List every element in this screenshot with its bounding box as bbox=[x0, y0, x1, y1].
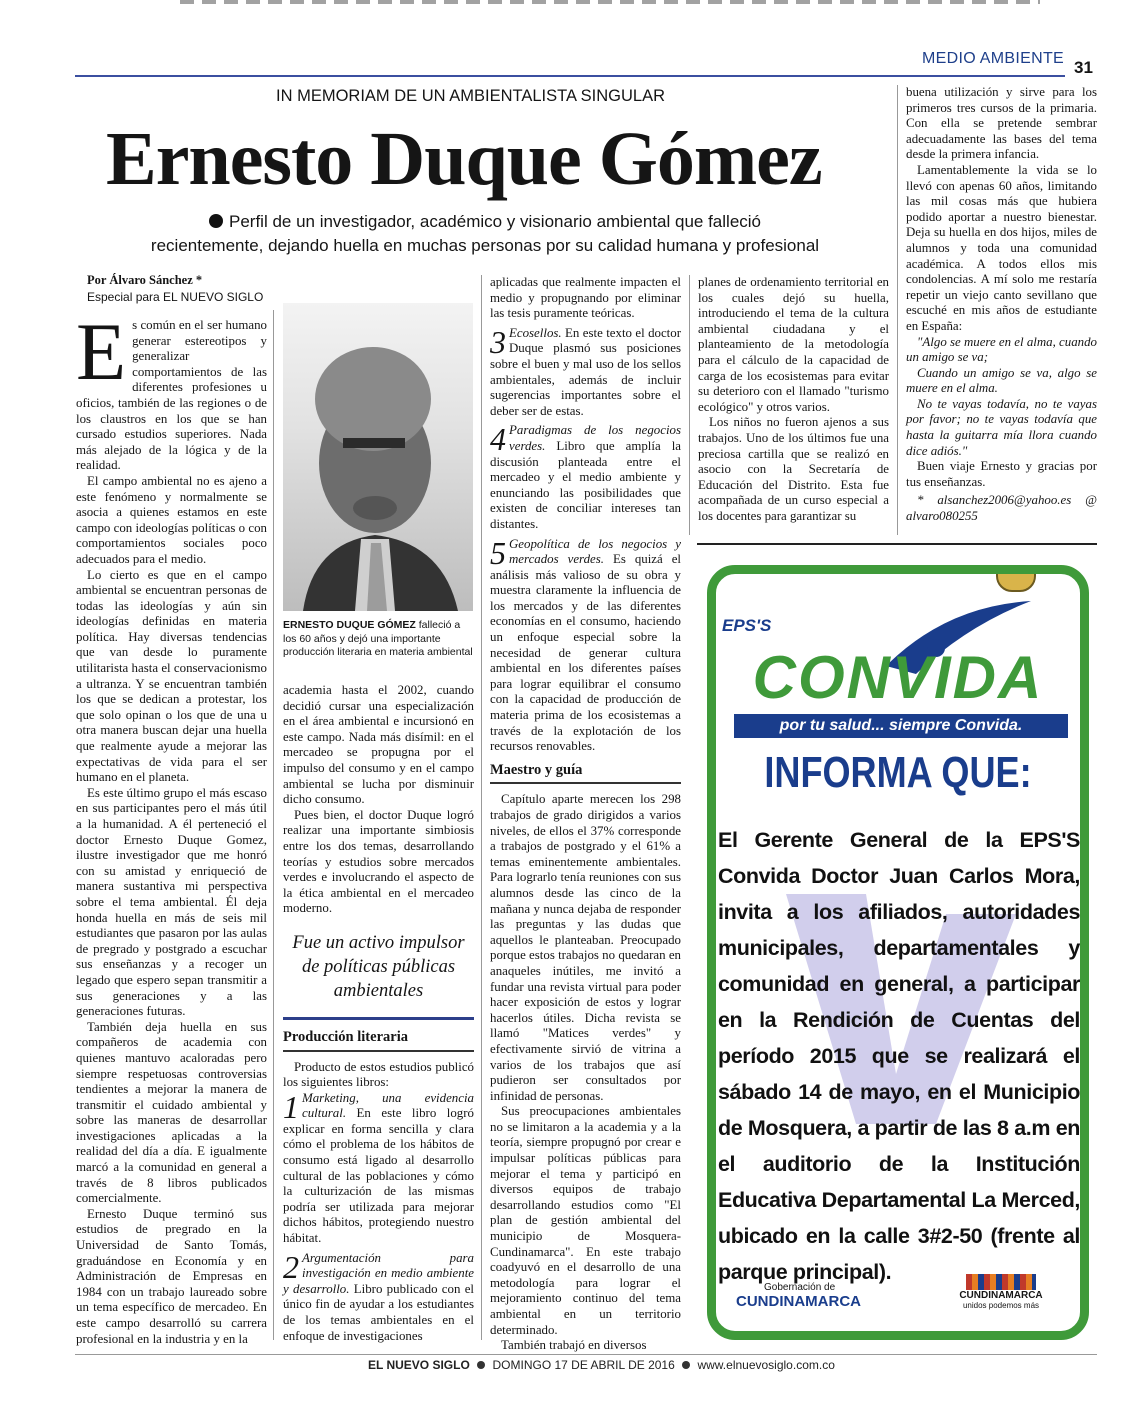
col4-paragraph-2: Los niños no fueron ajenos a sus trabajos. Uno de los últimos fue una preciosa cartilla que se realizó en asocio con la Secretaría de Educación del Distrito. Esta fue acompañada de un curso especial a los docentes para garantizar su bbox=[698, 415, 889, 523]
header-rule bbox=[75, 75, 1065, 77]
deck-line-2: recientemente, dejando huella en muchas personas por su calidad humana y profesional bbox=[150, 236, 820, 255]
column-rule-1 bbox=[273, 310, 274, 1340]
brand-logo: CONVIDA bbox=[752, 644, 1044, 711]
drop-cap: E bbox=[76, 306, 127, 397]
book-2: 2 Argumentación para investigación en medio ambiente y desarrollo. Libro publicado con el único fin de ayudar a los estudiantes de los temas ambientales en el enfoque de investigaciones bbox=[283, 1248, 474, 1343]
col1-paragraph-6: Ernesto Duque terminó sus estudios de pregrado en la Universidad de Santo Tomás, graduándose en Economía y en Administración de Empresas en 1984 con un trabajo laureado sobre un tema específico de mercadeo. En este campo desarrolló su carrera profesional en la industria y en la bbox=[76, 1206, 267, 1346]
col5-paragraph-3: Buen viaje Ernesto y gracias por tus enseñanzas. bbox=[906, 459, 1097, 489]
col1-paragraph-1: s común en el ser humano generar estereotipos y generalizar comportamientos de las diferentes profesiones u oficios, también de las regiones o de los claustros en los que se han cursado estudios superiores. Nada más alejado de la lógica y de la realidad. bbox=[76, 318, 267, 473]
col2-paragraph-1: academia hasta el 2002, cuando decidió cursar una especialización en el área ambiental e incursionó en este campo. Nada más disímil: en el mercadeo se propugna por el impulso del consumo y en el campo ambiental se lucha por disminuir dicho consumo. bbox=[283, 683, 474, 807]
col3-paragraph-3: También trabajó en diversos bbox=[501, 1338, 647, 1353]
headline: Ernesto Duque Gómez bbox=[106, 117, 822, 201]
pull-quote-rule bbox=[283, 1017, 474, 1020]
ad-body: El Gerente General de la EPS'S Convida Doctor Juan Carlos Mora, invita a los afiliados, autoridades municipales, departamentales y comunidad en general, a participar en la Rendición de Cuentas del período 2015 que se realizará el sábado 14 de mayo, en el Municipio de Mosquera, a partir de las 8 a.m en el auditorio de la Institución Educativa Departamental La Merced, ubicado en la calle 3#2-50 (frente al parque principal). bbox=[718, 828, 1080, 1284]
section-label: MEDIO AMBIENTE bbox=[922, 50, 1064, 67]
article-column-3 bbox=[490, 275, 681, 1354]
footer-paper: EL NUEVO SIGLO bbox=[368, 1358, 470, 1372]
subhead-produccion: Producción literaria bbox=[283, 1028, 408, 1045]
deck-line-1: Perfil de un investigador, académico y visionario ambiental que falleció bbox=[228, 212, 762, 231]
logo-mark bbox=[966, 1274, 1036, 1290]
footer bbox=[368, 1358, 835, 1372]
article-column-4 bbox=[698, 275, 889, 525]
col1-paragraph-2: El campo ambiental no es ajeno a este fenómeno y normalmente se asocia a quienes estamos en este campo con ideologías políticas o con comportamientos sociales poco adecuados para el medio. bbox=[76, 473, 267, 566]
cundinamarca-logo: CUNDINAMARCA unidos podemos más bbox=[946, 1274, 1056, 1310]
subhead-maestro: Maestro y guía bbox=[490, 761, 583, 778]
column-rule-3 bbox=[689, 275, 690, 535]
ad-top-rule bbox=[697, 543, 1097, 545]
col5-paragraph-2: Lamentablemente la vida se lo llevó con apenas 60 años, limitando las mil cosas más que hubiera podido aportar a nuestro bienestar. Deja su huella en dos hijos, miles de alumnos y toda una comunidad académica. A todos ellos mis condolencias. A mí solo me restaría repetir un viejo canto sevillano que escuché en mis años de estudiante en España: bbox=[906, 162, 1097, 333]
gobernacion-logo: Gobernación de CUNDINAMARCA bbox=[736, 1282, 861, 1310]
book-1: 1 Marketing, una evidencia cultural. En este libro logró explicar en forma sencilla y clara cómo el problema de los hábitos de consumo está ligado al desarrollo cultural de las poblaciones y cómo la culturización de las mismas podría ser utilizada para mejorar dichos hábitos, protegiendo nuestro hábitat. bbox=[283, 1088, 474, 1246]
footer-date: DOMINGO 17 DE ABRIL DE 2016 bbox=[492, 1358, 675, 1372]
col4-paragraph-1: planes de ordenamiento territorial en los cuales dejó su huella, introduciendo el tema de la cultura ambiental ciudadana y el planteamiento de la metodología para el cálculo de la capacidad de carga de los ecosistemas para evitar su deterioro con el llamado "turismo ecológico" y otros varios. bbox=[698, 275, 889, 414]
footer-bullet-icon bbox=[477, 1361, 485, 1369]
col1-paragraph-3: Lo cierto es que en el campo ambiental se encuentran personas de todas las ideologías y aún sin ideologías definidas en materia política. Hay diversas tendencias que van desde lo puramente utilitarista hasta el conservacionismo a ultranza. Y se encuentran también los que se dedican a protestar, los que solo opinan o los que de una u otra manera buscan dejar una huella que realmente ayude a mejorar las expectativas de vida para el ser humano en el planeta. bbox=[76, 567, 267, 785]
pull-quote: Fue un activo impulsor de políticas públicas ambientales bbox=[292, 932, 465, 1001]
subhead-rule-2 bbox=[490, 782, 681, 784]
convida-ad bbox=[707, 565, 1089, 1340]
informa-heading: INFORMA QUE: bbox=[764, 748, 1032, 797]
photo-caption bbox=[283, 619, 473, 660]
book-3: 3 Ecosellos. En este texto el doctor Duque plasmó sus posiciones sobre el buen y mal uso de los sellos ambientales, además de incluir sugerencias importantes sobre el deber ser de estas. bbox=[490, 323, 681, 418]
footer-bullet-icon-2 bbox=[682, 1361, 690, 1369]
column-rule-4 bbox=[897, 85, 898, 535]
verse-3: No te vayas todavía, no te vayas por favor; no te vayas todavía que hasta la guitarra mía llora cuando dice adiós." bbox=[906, 396, 1097, 458]
col2-paragraph-3: Producto de estos estudios publicó los siguientes libros: bbox=[283, 1059, 474, 1090]
article-column-2 bbox=[283, 683, 474, 1344]
author-email: * alsanchez2006@yahoo.es @ alvaro080255 bbox=[906, 493, 1097, 524]
deck bbox=[110, 210, 860, 258]
col2-paragraph-2: Pues bien, el doctor Duque logró realizar una importante simbiosis entre los dos temas, desarrollando teorías y estudios sobre mercados verdes e involucrando el aspecto de la ética ambiental en el mercadeo moderno. bbox=[283, 807, 474, 916]
byline-role: Especial para EL NUEVO SIGLO bbox=[87, 290, 264, 304]
top-scan-strip bbox=[180, 0, 1040, 4]
byline-author: Por Álvaro Sánchez * bbox=[87, 273, 203, 287]
page-number: 31 bbox=[1074, 58, 1093, 77]
hand-icon bbox=[996, 565, 1036, 592]
verse-2: Cuando un amigo se va, algo se muere en el alma. bbox=[906, 365, 1097, 396]
column-rule-2 bbox=[481, 275, 482, 1340]
book-4: 4 Paradigmas de los negocios verdes. Libro que amplía la discusión planteada entre el mercadeo y el medio ambiente y enunciando las posibilidades que existen de conciliar intereses tan distantes. bbox=[490, 421, 681, 531]
slogan-bar: por tu salud... siempre Convida. bbox=[734, 714, 1068, 738]
col3-paragraph-2: Sus preocupaciones ambientales no se limitaron a la academia y a la teoría, siempre propugnó por crear e impulsar políticas públicas para mejorar el tema y participó en diversos equipos de trabajo desarrollando estudios como "El plan de gestión ambiental del municipio de Mosquera-Cundinamarca". En este trabajo coadyuvó en el desarrollo de una metodología para lograr el mejoramiento continuo del tema ambiental en un territorio determinado. bbox=[490, 1104, 681, 1337]
portrait-photo bbox=[283, 303, 473, 611]
portrait-figure bbox=[283, 303, 473, 611]
book-5: 5 Geopolítica de los negocios y mercados verdes. Es quizá el análisis más valioso de su obra y muestra claramente la influencia de los mercados y de las diferentes economías en el consumo, haciendo un enfoque especial sobre la necesidad de generar cultura ambiental en los diferentes países para lograr equilibrar el consumo con la capacidad de producción de materia prima de los ecosistemas a través de la explotación de los recursos renovables. bbox=[490, 534, 681, 754]
footer-url[interactable]: www.elnuevosiglo.com.co bbox=[697, 1358, 835, 1372]
bullet-icon bbox=[209, 214, 223, 228]
caption-text: falleció a los 60 años y dejó una importante producción literaria en materia ambiental bbox=[283, 619, 473, 658]
article-column-5 bbox=[906, 85, 1097, 525]
col3-paragraph-0: aplicadas que realmente impacten el medio y propugnando por eliminar las tesis puramente teóricas. bbox=[490, 275, 681, 321]
col5-paragraph-1: buena utilización y sirve para los primeros tres cursos de la primaria. Con ella se pretende sembrar adecuadamente las bases del tema desde la primera infancia. bbox=[906, 85, 1097, 162]
eps-label: EPS'S bbox=[722, 616, 772, 635]
kicker: IN MEMORIAM DE UN AMBIENTALISTA SINGULAR bbox=[276, 87, 666, 105]
footer-rule bbox=[75, 1354, 1097, 1355]
article-column-1 bbox=[76, 306, 267, 1347]
col1-paragraph-4: Es este último grupo el más escaso en sus participantes pero el más útil a la humanidad. A él perteneció el doctor Ernesto Duque Gomez, ilustre investigador que me honró con su amistad y enriqueció de manera sustantiva mi perspectiva sobre el tema ambiental. Él deja honda huella en más de seis mil estudiantes que pasaron por las aulas de pregrado y postgrado a escuchar sus enseñanzas y a recoger un legado que espero sepan transmitir a sus generaciones y a las generaciones futuras. bbox=[76, 785, 267, 1019]
col3-paragraph-1: Capítulo aparte merecen los 298 trabajos de grado dirigidos a varios niveles, de ellos el 37% corresponde a trabajos de postgrado y el 61% a temas eminentemente ambientales. Para lograrlo tenía reuniones con sus alumnos desde las cinco de la mañana y nunca dejaba de responder las preguntas y las dudas que aquellos le planteaban. Preocupado porque estos trabajos no quedaran en anaqueles inútiles, me invitó a fundar una revista virtual para poder hacer exposición de estos y lograr hacerlos útiles. Dicha revista se llamó "Matices verdes" y efectivamente sirvió de vitrina a varios de los trabajos que así pudieron ser consultados por infinidad de personas. bbox=[490, 792, 681, 1103]
subhead-rule-1 bbox=[283, 1050, 474, 1052]
caption-name: ERNESTO DUQUE GÓMEZ bbox=[283, 619, 416, 631]
verse-1: "Algo se muere en el alma, cuando un amigo se va; bbox=[906, 334, 1097, 365]
col1-paragraph-5: También deja huella en sus compañeros de academia con quienes mantuvo acaloradas pero siempre respetuosas controversias tendientes a mejorar la manera de transmitir el cuidado ambiental y sobre las maneras de desarrollar investigaciones aplicadas a la realidad del día a día. E igualmente marcó a la comunidad en general a través de 8 libros publicados comercialmente. bbox=[76, 1019, 267, 1206]
